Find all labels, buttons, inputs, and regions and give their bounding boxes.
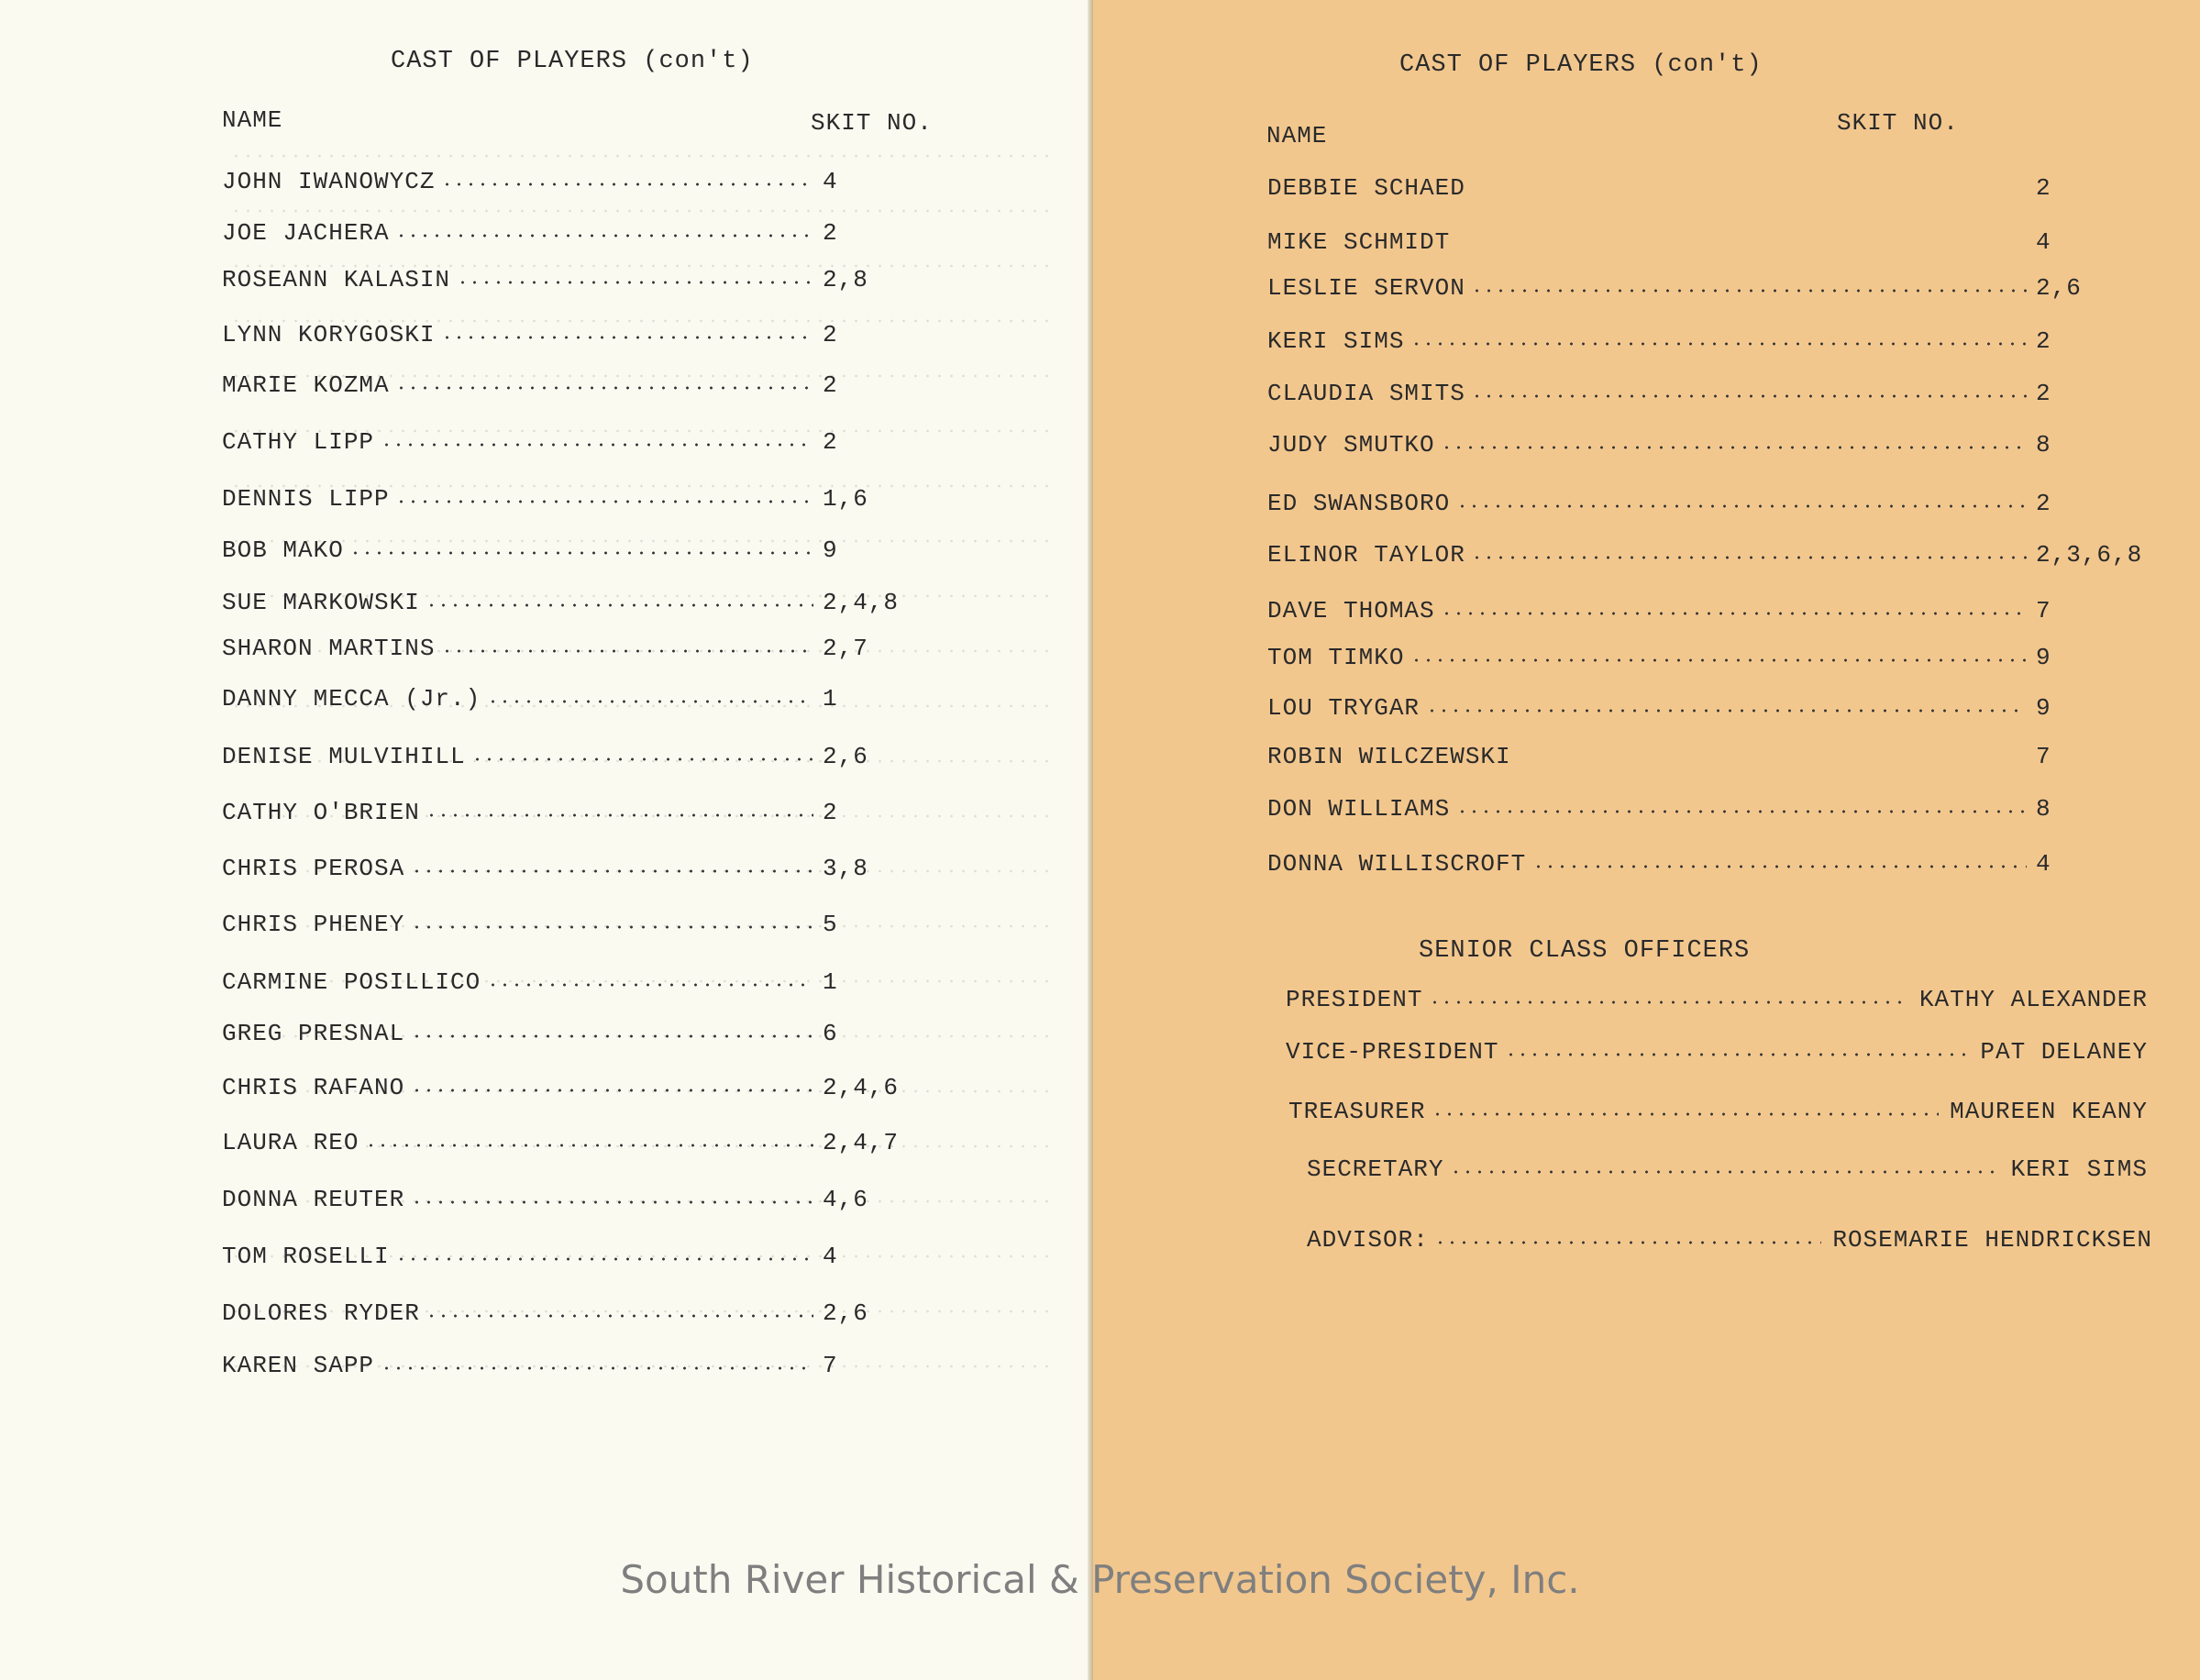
dot-leader — [411, 1034, 813, 1038]
cast-name: DON WILLIAMS — [1267, 795, 1451, 823]
cast-name: DOLORES RYDER — [222, 1299, 420, 1327]
watermark: South River Historical & Preservation Society, Inc. — [620, 1557, 1580, 1602]
cast-row — [222, 1020, 956, 1051]
cast-name: TOM TIMKO — [1267, 644, 1405, 671]
cast-name: KAREN SAPP — [222, 1352, 375, 1379]
skit-numbers: 2 — [2036, 380, 2051, 407]
skit-numbers: 6 — [823, 1020, 838, 1047]
skit-numbers: 1,6 — [823, 485, 868, 513]
cast-row — [1267, 694, 2175, 725]
dot-leader — [471, 757, 813, 761]
dot-leader — [411, 1089, 813, 1092]
dot-leader — [1434, 1241, 1821, 1244]
cast-name: SUE MARKOWSKI — [222, 589, 420, 616]
skit-numbers: 9 — [823, 536, 838, 564]
dot-leader — [1456, 504, 2027, 508]
cast-row — [222, 168, 956, 199]
cast-name: LYNN KORYGOSKI — [222, 321, 436, 348]
dot-leader — [411, 1200, 813, 1204]
dot-leader — [1426, 709, 2027, 713]
officer-role: VICE-PRESIDENT — [1286, 1038, 1499, 1066]
cast-row — [222, 428, 956, 459]
skit-numbers: 4,6 — [823, 1186, 868, 1213]
cast-row — [1267, 380, 2175, 411]
skit-numbers: 4 — [2036, 228, 2051, 256]
officer-name: MAUREEN KEANY — [1950, 1098, 2148, 1125]
skit-numbers: 2,3,6,8 — [2036, 541, 2143, 569]
cast-name: SHARON MARTINS — [222, 635, 436, 662]
skit-numbers: 2,4,8 — [823, 589, 900, 616]
skit-numbers: 4 — [823, 1243, 838, 1270]
cast-name: CATHY O'BRIEN — [222, 799, 420, 826]
cast-name: LAURA REO — [222, 1129, 359, 1156]
officer-row — [1307, 1155, 2148, 1187]
dot-leader — [441, 649, 813, 653]
officers-title: SENIOR CLASS OFFICERS — [1419, 937, 1751, 965]
skit-numbers: 2,8 — [823, 266, 868, 293]
cast-name: BOB MAKO — [222, 536, 344, 564]
cast-name: JOHN IWANOWYCZ — [222, 168, 436, 195]
cast-row — [1267, 795, 2175, 826]
cast-row — [222, 743, 956, 774]
cast-name: CHRIS RAFANO — [222, 1074, 405, 1101]
dot-leader — [1441, 446, 2027, 449]
cast-row — [222, 589, 956, 620]
skit-numbers: 2 — [823, 371, 838, 399]
skit-numbers: 8 — [2036, 795, 2051, 823]
skit-numbers: 2,4,7 — [823, 1129, 900, 1156]
left-skit-header: SKIT NO. — [811, 109, 933, 137]
skit-numbers: 3,8 — [823, 855, 868, 882]
dot-leader — [365, 1144, 813, 1147]
dot-leader — [1410, 658, 2027, 662]
skit-numbers: 4 — [823, 168, 838, 195]
cast-row — [1267, 743, 2175, 774]
cast-row — [222, 1186, 956, 1217]
skit-numbers: 2 — [2036, 490, 2051, 517]
cast-name: DONNA REUTER — [222, 1186, 405, 1213]
officer-row — [1286, 986, 2148, 1017]
skit-numbers: 2 — [823, 219, 838, 247]
skit-numbers: 2,6 — [823, 1299, 868, 1327]
cast-row — [222, 685, 956, 716]
cast-row — [222, 371, 956, 403]
skit-numbers: 7 — [823, 1352, 838, 1379]
officer-name: KATHY ALEXANDER — [1918, 986, 2148, 1013]
dot-leader — [1441, 612, 2027, 615]
skit-numbers: 7 — [2036, 597, 2051, 624]
skit-numbers: 2 — [2036, 174, 2051, 202]
cast-row — [1267, 490, 2175, 521]
right-page-title: CAST OF PLAYERS (con't) — [1399, 51, 1763, 79]
skit-numbers: 2 — [2036, 327, 2051, 355]
dot-leader — [1532, 865, 2027, 868]
officer-row — [1307, 1226, 2152, 1257]
skit-numbers: 2 — [823, 428, 838, 456]
cast-row — [1267, 327, 2175, 359]
officer-role: TREASURER — [1288, 1098, 1426, 1125]
cast-row — [1267, 274, 2175, 305]
dot-leader — [395, 500, 813, 503]
officer-name: KERI SIMS — [2010, 1155, 2148, 1183]
skit-numbers: 2,6 — [2036, 274, 2082, 302]
dot-leader — [1505, 1053, 1969, 1056]
dot-leader — [441, 182, 813, 186]
cast-row — [222, 1129, 956, 1160]
cast-row — [1267, 228, 2175, 260]
dot-leader — [1471, 556, 2027, 559]
dot-leader — [487, 983, 813, 987]
dot-leader — [426, 813, 813, 817]
cast-name: TOM ROSELLI — [222, 1243, 390, 1270]
dot-leader — [487, 700, 813, 703]
dot-leader — [1456, 810, 2027, 813]
cast-name: ED SWANSBORO — [1267, 490, 1451, 517]
cast-row — [222, 968, 956, 1000]
cast-name: DEBBIE SCHAED — [1267, 174, 1465, 202]
dot-leader — [411, 869, 813, 873]
cast-row — [222, 219, 956, 250]
officer-role: ADVISOR: — [1307, 1226, 1429, 1254]
cast-name: CHRIS PEROSA — [222, 855, 405, 882]
cast-row — [222, 635, 956, 666]
right-skit-header: SKIT NO. — [1837, 109, 1959, 137]
dot-leader — [426, 1314, 813, 1318]
skit-numbers: 2 — [823, 321, 838, 348]
dot-leader — [1450, 1170, 2000, 1174]
skit-numbers: 9 — [2036, 644, 2051, 671]
cast-name: DAVE THOMAS — [1267, 597, 1435, 624]
cast-row — [222, 321, 956, 352]
cast-row — [1267, 597, 2175, 628]
officer-row — [1288, 1098, 2148, 1129]
skit-numbers: 2,6 — [823, 743, 868, 770]
cast-name: KERI SIMS — [1267, 327, 1405, 355]
cast-row — [1267, 644, 2175, 675]
dot-leader — [411, 925, 813, 929]
dot-leader — [381, 1366, 813, 1370]
cast-name: JOE JACHERA — [222, 219, 390, 247]
skit-numbers: 1 — [823, 685, 838, 713]
skit-numbers: 9 — [2036, 694, 2051, 722]
dot-leader — [395, 234, 813, 238]
cast-row — [1267, 174, 2175, 205]
right-page — [1093, 0, 2200, 1680]
cast-name: DONNA WILLISCROFT — [1267, 850, 1527, 878]
cast-row — [1267, 431, 2175, 462]
dot-leader — [395, 1257, 813, 1261]
dot-leader — [426, 603, 813, 607]
dot-leader — [1429, 1000, 1908, 1004]
cast-row — [222, 1299, 956, 1331]
dot-leader — [349, 551, 813, 555]
officer-role: SECRETARY — [1307, 1155, 1444, 1183]
cast-name: ELINOR TAYLOR — [1267, 541, 1465, 569]
cast-name: CHRIS PHENEY — [222, 911, 405, 938]
skit-numbers: 7 — [2036, 743, 2051, 770]
cast-name: DENISE MULVIHILL — [222, 743, 466, 770]
cast-row — [1267, 850, 2175, 881]
dot-leader — [1471, 289, 2027, 293]
dot-leader — [441, 336, 813, 339]
cast-name: LOU TRYGAR — [1267, 694, 1421, 722]
cast-row — [1267, 541, 2175, 572]
cast-row — [222, 1243, 956, 1274]
skit-numbers: 1 — [823, 968, 838, 996]
officer-role: PRESIDENT — [1286, 986, 1423, 1013]
cast-row — [222, 911, 956, 942]
cast-name: JUDY SMUTKO — [1267, 431, 1435, 459]
cast-name: CARMINE POSILLICO — [222, 968, 481, 996]
dot-leader — [1410, 342, 2027, 346]
cast-name: LESLIE SERVON — [1267, 274, 1465, 302]
cast-name: ROBIN WILCZEWSKI — [1267, 743, 1511, 770]
cast-name: GREG PRESNAL — [222, 1020, 405, 1047]
officer-row — [1286, 1038, 2148, 1069]
skit-numbers: 2,7 — [823, 635, 868, 662]
cast-row — [222, 1074, 956, 1105]
cast-row — [222, 536, 956, 568]
cast-row — [222, 1352, 956, 1383]
left-page — [0, 0, 1093, 1680]
cast-name: DENNIS LIPP — [222, 485, 390, 513]
dot-leader — [457, 281, 813, 284]
cast-name: MARIE KOZMA — [222, 371, 390, 399]
cast-name: CATHY LIPP — [222, 428, 375, 456]
skit-numbers: 5 — [823, 911, 838, 938]
cast-name: DANNY MECCA (Jr.) — [222, 685, 481, 713]
dot-leader — [1432, 1112, 1939, 1116]
cast-row — [222, 266, 956, 297]
cast-name: ROSEANN KALASIN — [222, 266, 451, 293]
left-page-title: CAST OF PLAYERS (con't) — [391, 48, 754, 75]
cast-row — [222, 485, 956, 516]
dot-leader — [395, 386, 813, 390]
cast-row — [222, 799, 956, 830]
dot-leader — [1471, 394, 2027, 398]
skit-numbers: 2 — [823, 799, 838, 826]
officer-name: PAT DELANEY — [1980, 1038, 2148, 1066]
right-name-header: NAME — [1266, 122, 1328, 149]
cast-row — [222, 855, 956, 886]
skit-numbers: 4 — [2036, 850, 2051, 878]
left-name-header: NAME — [222, 106, 283, 134]
skit-numbers: 8 — [2036, 431, 2051, 459]
cast-name: MIKE SCHMIDT — [1267, 228, 1451, 256]
dot-leader — [381, 443, 813, 447]
cast-name: CLAUDIA SMITS — [1267, 380, 1465, 407]
skit-numbers: 2,4,6 — [823, 1074, 900, 1101]
officer-name: ROSEMARIE HENDRICKSEN — [1832, 1226, 2152, 1254]
